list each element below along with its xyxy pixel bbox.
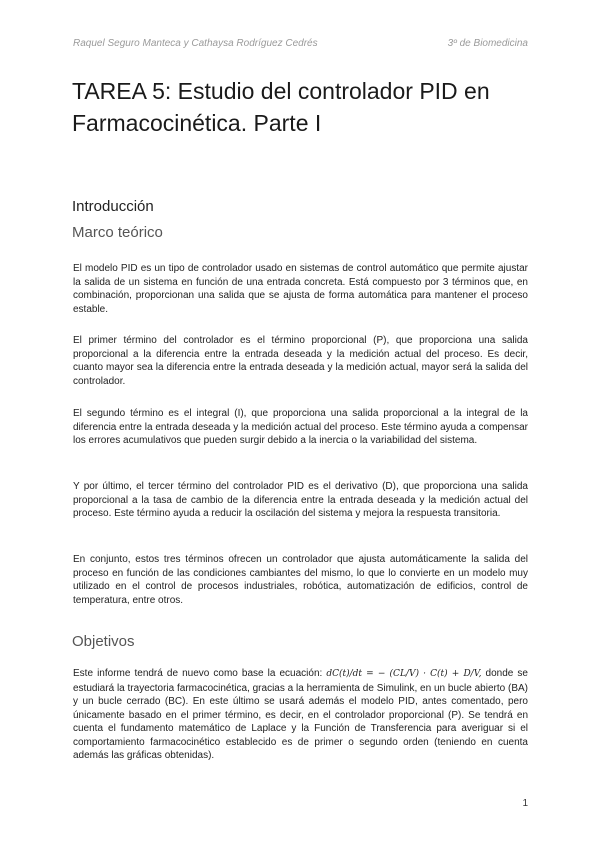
paragraph-integral-term: El segundo término es el integral (I), que proporciona una salida proporcional a la integral de la diferencia entre la entrada deseada y la medición actual del proceso. Este término ayuda a compensar los errores acumulativos que pueden surgir debido a la inercia o la variabilidad del sistema. [73,408,528,446]
paragraph-objectives [73,667,528,763]
paragraph-conclusion: En conjunto, estos tres términos ofrecen un controlador que ajusta automáticamente la salida del proceso en función de las condiciones cambiantes del mismo, lo que lo convierte en un modelo muy utilizado en el control de procesos industriales, robótica, automatización de edificios, control de temperatura, entre otros. [73,554,528,606]
section-heading-objetivos: Objetivos [72,633,135,650]
paragraph-pid-definition: El modelo PID es un tipo de controlador usado en sistemas de control automático que permite ajustar la salida de un sistema en función de una entrada concreta. Está compuesto por 3 términos que, en combinación, proporcionan una salida que se ajusta de forma automática para mantener el proceso estable. [73,263,528,315]
page-number: 1 [522,798,528,809]
header-course: 3º de Biomedicina [447,38,528,49]
pharmacokinetic-equation: dC(t)/dt = − (CL/V) · C(t) + D/V, [326,669,482,679]
section-heading-introduccion: Introducción [72,198,154,215]
paragraph-derivative-term: Y por último, el tercer término del controlador PID es el derivativo (D), que proporciona una salida proporcional a la tasa de cambio de la diferencia entre la entrada deseada y la medición actual del proceso. Este término ayuda a reducir la oscilación del sistema y mejora la respuesta transitoria. [73,481,528,519]
objectives-text-rest: donde se estudiará la trayectoria farmacocinética, gracias a la herramienta de Simulink, en un bucle abierto (BA) y un bucle cerrado (BC). En este último se usará además el modelo PID, antes comentado, pero únicamente basado en el primer término, es decir, en el controlador proporcional (P). Se tendrá en cuenta el fundamento matemático de Laplace y la Función de Transferencia para averiguar si el comportamiento farmacocinético establecido es de primer o segundo orden (teniendo en cuenta además las gráficas obtenidas). [73,668,528,761]
objectives-text-start: Este informe tendrá de nuevo como base la ecuación: [73,668,327,679]
document-title: TAREA 5: Estudio del controlador PID en Farmacocinética. Parte I [72,78,490,136]
header-authors: Raquel Seguro Manteca y Cathaysa Rodríguez Cedrés [73,38,318,49]
paragraph-proportional-term: El primer término del controlador es el término proporcional (P), que proporciona una salida proporcional a la diferencia entre la entrada deseada y la medición actual del proceso. Es decir, cuanto mayor sea la diferencia entre la entrada deseada y la medición actual, mayor será la salida del controlador. [73,335,528,387]
section-heading-marco-teorico: Marco teórico [72,224,163,241]
